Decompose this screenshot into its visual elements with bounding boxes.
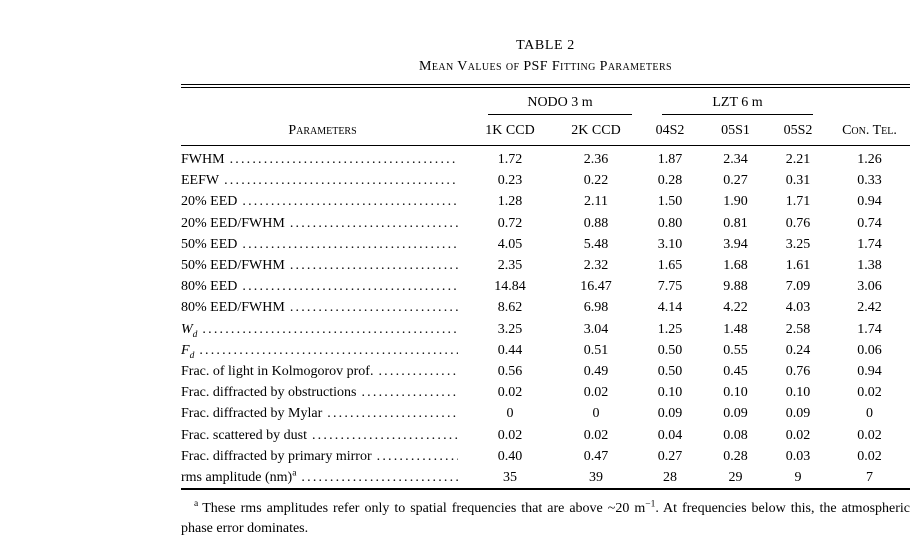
value-cell: 0.50 (657, 342, 683, 358)
value-cell: 0.10 (657, 385, 683, 401)
row-label: Frac. diffracted by obstructions (181, 385, 357, 401)
value-cell: 0 (506, 406, 514, 422)
table-row (181, 146, 910, 171)
value-cell: 0.94 (857, 194, 882, 210)
value-cell: 28 (663, 470, 677, 486)
value-cell: 0.24 (785, 342, 811, 358)
value-cell: 0.51 (583, 342, 609, 358)
table-row (181, 382, 910, 403)
value-cell: 3.06 (857, 279, 882, 295)
column-header-04s2: 04S2 (636, 115, 704, 146)
table-row (181, 170, 910, 191)
dot-leader (290, 213, 458, 234)
table-body (181, 146, 910, 489)
dot-leader (312, 425, 458, 446)
value-cell: 16.47 (580, 279, 612, 295)
value-cell: 6.98 (583, 300, 609, 316)
value-cell: 0.28 (657, 173, 683, 189)
value-cell: 3.10 (657, 236, 683, 252)
dot-leader (377, 446, 458, 467)
value-cell: 1.61 (785, 258, 811, 274)
value-cell: 0.27 (723, 173, 748, 189)
value-cell: 0.33 (857, 173, 882, 189)
value-cell: 0.76 (785, 215, 811, 231)
value-cell: 0.81 (723, 215, 748, 231)
row-label: Frac. diffracted by Mylar (181, 406, 323, 422)
dot-leader (327, 403, 458, 424)
value-cell: 0.44 (497, 342, 523, 358)
value-cell: 7.75 (657, 279, 683, 295)
value-cell: 2.32 (583, 258, 609, 274)
table-row (181, 319, 910, 340)
value-cell: 1.68 (723, 258, 748, 274)
row-label: 50% EED (181, 236, 238, 252)
row-label: rms amplitude (nm)$^a$ (181, 468, 297, 486)
value-cell: 1.72 (497, 152, 523, 167)
table-row (181, 425, 910, 446)
value-cell: 0.04 (657, 427, 683, 443)
value-cell: 0.94 (857, 364, 882, 380)
dot-leader (242, 191, 458, 212)
dot-leader (290, 297, 458, 318)
lzt-spanner-rule (662, 88, 813, 115)
value-cell: 4.22 (723, 300, 748, 316)
empty-group-cell (181, 88, 464, 115)
column-header-05s2: 05S2 (767, 115, 829, 146)
value-cell: 3.25 (497, 321, 523, 337)
value-cell: 1.25 (657, 321, 683, 337)
value-cell: 1.87 (657, 152, 683, 167)
dot-leader (230, 149, 458, 170)
value-cell: 2.34 (723, 152, 748, 167)
value-cell: 1.74 (857, 321, 882, 337)
value-cell: 0.50 (657, 364, 683, 380)
value-cell: 35 (503, 470, 517, 486)
column-header-2k-ccd: 2K CCD (556, 115, 636, 146)
value-cell: 0.02 (857, 448, 882, 464)
column-group-row (181, 88, 910, 115)
value-cell: 0.09 (785, 406, 811, 422)
row-label: Frac. of light in Kolmogorov prof. (181, 364, 374, 380)
value-cell: 0.28 (723, 448, 748, 464)
value-cell: 0.80 (657, 215, 683, 231)
value-cell: 0 (866, 406, 873, 422)
value-cell: 0.06 (857, 342, 882, 358)
value-cell: 1.90 (723, 194, 748, 210)
row-label: Frac. scattered by dust (181, 427, 307, 443)
dot-leader (301, 467, 458, 488)
value-cell: 0.02 (857, 385, 882, 401)
value-cell: 1.74 (857, 236, 882, 252)
table-row (181, 191, 910, 212)
value-cell: 2.36 (583, 152, 609, 167)
table-caption: Mean Values of PSF Fitting Parameters (419, 59, 672, 74)
value-cell: 0.22 (583, 173, 609, 189)
value-cell: 1.71 (785, 194, 811, 210)
value-cell: 0.02 (497, 427, 523, 443)
row-label: FWHM (181, 152, 225, 167)
value-cell: 7.09 (785, 279, 811, 295)
value-cell: 0.02 (857, 427, 882, 443)
column-group-label: LZT 6 m (712, 95, 763, 110)
value-cell: 1.28 (497, 194, 523, 210)
value-cell: 0.02 (583, 427, 609, 443)
table-row (181, 403, 910, 424)
footnote (181, 499, 910, 539)
value-cell: 0.76 (785, 364, 811, 380)
row-label: 20% EED (181, 194, 238, 210)
row-label: EEFW (181, 173, 220, 189)
row-label: $F_d$ (181, 342, 195, 361)
value-cell: 0.02 (583, 385, 609, 401)
value-cell: 2.35 (497, 258, 523, 274)
row-label: Frac. diffracted by primary mirror (181, 448, 372, 464)
value-cell: 0.45 (723, 364, 748, 380)
value-cell: 0.08 (723, 427, 748, 443)
footnote-text-start: These rms amplitudes refer only to spatial frequencies that are above ~20 m (202, 500, 646, 516)
value-cell: 0.74 (857, 215, 882, 231)
row-label: 80% EED (181, 279, 238, 295)
value-cell: 0.02 (497, 385, 523, 401)
table-row (181, 297, 910, 318)
value-cell: 0.72 (497, 215, 523, 231)
value-cell: 1.48 (723, 321, 748, 337)
value-cell: 3.04 (583, 321, 609, 337)
psf-parameters-table (181, 88, 910, 488)
value-cell: 0.03 (785, 448, 811, 464)
table-row (181, 467, 910, 488)
value-cell: 0.10 (723, 385, 748, 401)
column-group-lzt (636, 88, 829, 115)
value-cell: 7 (866, 470, 873, 486)
value-cell: 1.65 (657, 258, 683, 274)
column-header-con-tel: Con. Tel. (829, 115, 910, 146)
value-cell: 0.49 (583, 364, 609, 380)
value-cell: 5.48 (583, 236, 609, 252)
table-row (181, 255, 910, 276)
table-number: TABLE 2 (516, 38, 575, 53)
footnote-marker: a (194, 499, 199, 510)
table-block (181, 0, 910, 539)
value-cell: 29 (728, 470, 743, 486)
value-cell: 2.21 (785, 152, 811, 167)
value-cell: 0 (592, 406, 600, 422)
value-cell: 0.40 (497, 448, 523, 464)
value-cell: 2.58 (785, 321, 811, 337)
column-header-row (181, 115, 910, 146)
value-cell: 0.56 (497, 364, 523, 380)
column-group-label: NODO 3 m (527, 95, 593, 110)
footnote-text-end: . At frequencies below this, the atmospheric phase error dominates. (181, 500, 910, 536)
value-cell: 0.09 (723, 406, 748, 422)
value-cell: 1.38 (857, 258, 882, 274)
dot-leader (378, 361, 458, 382)
table-row (181, 276, 910, 297)
value-cell: 0.31 (785, 173, 811, 189)
value-cell: 39 (589, 470, 603, 486)
dot-leader (202, 319, 458, 340)
value-cell: 3.25 (785, 236, 811, 252)
row-label: $W_d$ (181, 321, 198, 340)
value-cell: 4.05 (497, 236, 523, 252)
value-cell: 0.09 (657, 406, 683, 422)
value-cell: 4.14 (657, 300, 683, 316)
dot-leader (242, 234, 458, 255)
dot-leader (290, 255, 458, 276)
value-cell: 1.26 (857, 152, 882, 167)
value-cell: 0.23 (497, 173, 523, 189)
footnote-exponent: −1 (645, 499, 656, 510)
value-cell: 9.88 (723, 279, 748, 295)
row-label: 20% EED/FWHM (181, 215, 285, 231)
value-cell: 0.47 (583, 448, 609, 464)
value-cell: 1.50 (657, 194, 683, 210)
table-row (181, 234, 910, 255)
value-cell: 0.88 (583, 215, 609, 231)
dot-leader (224, 170, 458, 191)
value-cell: 0.10 (785, 385, 811, 401)
value-cell: 3.94 (723, 236, 748, 252)
value-cell: 2.11 (584, 194, 608, 210)
bottom-rule (181, 488, 910, 490)
table-row (181, 340, 910, 361)
dot-leader (199, 340, 458, 361)
table-row (181, 361, 910, 382)
row-label: 80% EED/FWHM (181, 300, 285, 316)
column-header-05s1: 05S1 (704, 115, 767, 146)
value-cell: 14.84 (494, 279, 526, 295)
table-row (181, 446, 910, 467)
dot-leader (361, 382, 458, 403)
value-cell: 0.02 (785, 427, 811, 443)
value-cell: 0.27 (657, 448, 683, 464)
value-cell: 2.42 (857, 300, 882, 316)
column-group-nodo (464, 88, 636, 115)
value-cell: 9 (794, 470, 802, 486)
value-cell: 8.62 (497, 300, 523, 316)
empty-group-cell (829, 88, 910, 115)
value-cell: 0.55 (723, 342, 748, 358)
nodo-spanner-rule (488, 88, 632, 115)
column-header-1k-ccd: 1K CCD (464, 115, 556, 146)
table-row (181, 213, 910, 234)
column-header-parameters: Parameters (181, 115, 464, 146)
value-cell: 4.03 (785, 300, 811, 316)
dot-leader (242, 276, 458, 297)
row-label: 50% EED/FWHM (181, 258, 285, 274)
